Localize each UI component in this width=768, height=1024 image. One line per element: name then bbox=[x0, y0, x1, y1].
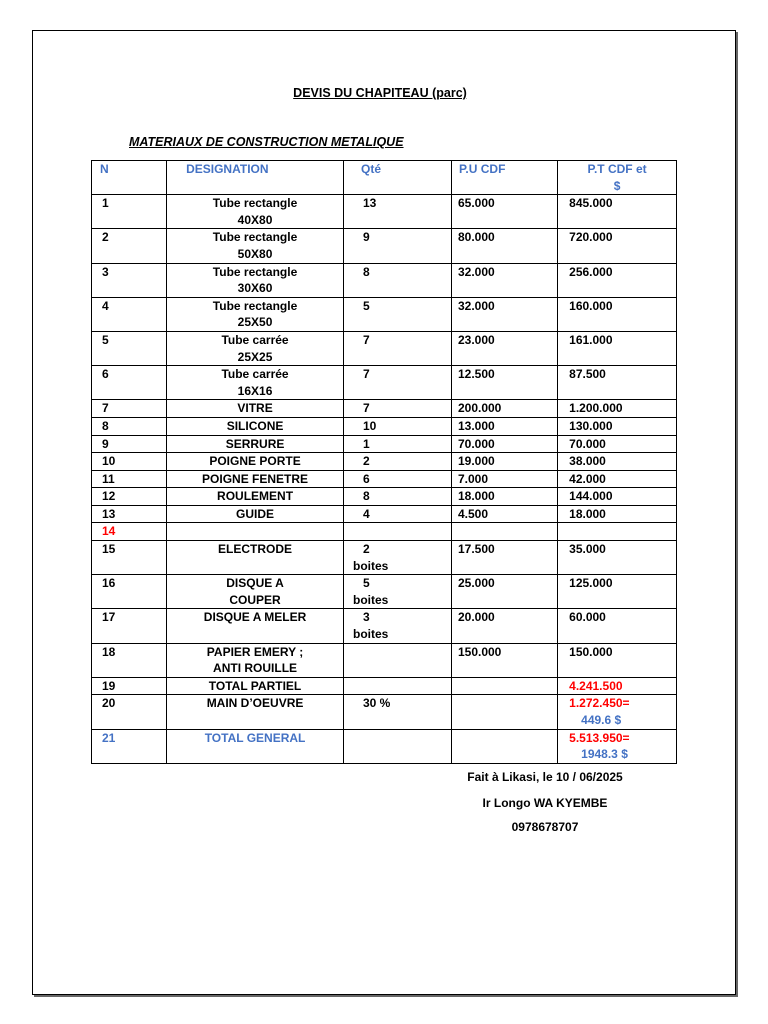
designation-line2: 25X25 bbox=[237, 349, 273, 364]
header-pt bbox=[558, 161, 677, 195]
cell-pu bbox=[451, 643, 557, 677]
header-n: N bbox=[92, 161, 167, 195]
cell-pt bbox=[558, 366, 677, 400]
unit-price: 32.000 bbox=[457, 264, 495, 279]
row-number: 7 bbox=[102, 401, 109, 416]
row-number: 4 bbox=[102, 298, 109, 313]
cell-pt bbox=[558, 488, 677, 506]
unit-price: 4.500 bbox=[457, 506, 488, 521]
table-row bbox=[92, 297, 677, 331]
table-row bbox=[92, 488, 677, 506]
cell-designation bbox=[167, 643, 344, 677]
total-price: 70.000 bbox=[569, 436, 606, 451]
cell-pu bbox=[451, 297, 557, 331]
row-number: 19 bbox=[102, 678, 116, 693]
cell-qte bbox=[343, 523, 451, 541]
section-title: MATERIAUX DE CONSTRUCTION METALIQUE bbox=[129, 135, 404, 149]
cell-n bbox=[92, 297, 167, 331]
cell-pt bbox=[558, 400, 677, 418]
cell-pt bbox=[558, 695, 677, 729]
quantity: 9 bbox=[362, 230, 370, 245]
unit-price: 7.000 bbox=[457, 471, 488, 486]
cell-pu bbox=[451, 575, 557, 609]
row-number: 2 bbox=[102, 230, 109, 245]
cell-pu bbox=[451, 729, 557, 763]
total-price: 38.000 bbox=[569, 454, 606, 469]
cell-qte bbox=[343, 417, 451, 435]
cell-designation bbox=[167, 195, 344, 229]
designation-line1: ROULEMENT bbox=[217, 489, 294, 504]
cell-n bbox=[92, 523, 167, 541]
total-price: 1.200.000 bbox=[569, 401, 623, 416]
quantity: 7 bbox=[362, 367, 370, 382]
cell-n bbox=[92, 331, 167, 365]
cell-pu bbox=[451, 695, 557, 729]
unit-price: 20.000 bbox=[457, 610, 495, 625]
table-row bbox=[92, 195, 677, 229]
designation-line1: Tube rectangle bbox=[212, 230, 298, 245]
designation-line1: Tube carrée bbox=[221, 367, 289, 382]
unit-price: 70.000 bbox=[457, 436, 495, 451]
total-price: 161.000 bbox=[569, 332, 613, 347]
cell-pt bbox=[558, 435, 677, 453]
cell-n bbox=[92, 470, 167, 488]
cell-qte bbox=[343, 609, 451, 643]
total-price: 35.000 bbox=[569, 542, 606, 557]
quantity-unit: boites bbox=[352, 627, 389, 642]
designation-line1: TOTAL GENERAL bbox=[204, 730, 306, 745]
cell-pu bbox=[451, 229, 557, 263]
quantity: 7 bbox=[362, 332, 370, 347]
total-price: 160.000 bbox=[569, 298, 613, 313]
cell-designation bbox=[167, 729, 344, 763]
table-row bbox=[92, 609, 677, 643]
designation-line1: DISQUE A bbox=[226, 576, 284, 591]
cell-pt bbox=[558, 677, 677, 695]
unit-price: 19.000 bbox=[457, 454, 495, 469]
cell-pt bbox=[558, 470, 677, 488]
cell-qte bbox=[343, 695, 451, 729]
unit-price: 25.000 bbox=[457, 576, 495, 591]
document-title: DEVIS DU CHAPITEAU (parc) bbox=[293, 86, 467, 100]
cell-designation bbox=[167, 331, 344, 365]
quantity: 30 % bbox=[362, 696, 391, 711]
table-row bbox=[92, 453, 677, 471]
designation-line1: VITRE bbox=[237, 401, 273, 416]
cell-pt bbox=[558, 331, 677, 365]
header-pu: P.U CDF bbox=[451, 161, 557, 195]
designation-line1: POIGNE FENETRE bbox=[202, 471, 309, 486]
cell-n bbox=[92, 609, 167, 643]
designation-line1: SERRURE bbox=[225, 436, 285, 451]
quantity: 6 bbox=[362, 471, 370, 486]
total-price: 150.000 bbox=[569, 644, 613, 659]
total-price: 4.241.500 bbox=[569, 678, 623, 693]
designation-line1: SILICONE bbox=[226, 418, 284, 433]
designation-line1: PAPIER EMERY ; bbox=[206, 644, 304, 659]
cell-designation bbox=[167, 677, 344, 695]
table-row bbox=[92, 729, 677, 763]
quantity-unit: boites bbox=[352, 558, 389, 573]
cell-pt bbox=[558, 453, 677, 471]
row-number: 16 bbox=[102, 576, 116, 591]
total-price: 1.272.450= bbox=[569, 696, 630, 711]
row-number: 6 bbox=[102, 367, 109, 382]
cell-pu bbox=[451, 609, 557, 643]
designation-line1: Tube rectangle bbox=[212, 196, 298, 211]
cell-designation bbox=[167, 505, 344, 523]
designation-line1: ELECTRODE bbox=[218, 542, 293, 557]
header-pt-line1: P.T CDF et bbox=[587, 162, 647, 176]
cell-designation bbox=[167, 523, 344, 541]
cell-qte bbox=[343, 297, 451, 331]
quantity: 10 bbox=[362, 418, 377, 433]
signatory-name: Ir Longo WA KYEMBE bbox=[482, 796, 608, 810]
designation-line1: Tube rectangle bbox=[212, 298, 298, 313]
cell-pt bbox=[558, 541, 677, 575]
designation-line2: 30X60 bbox=[237, 281, 273, 296]
unit-price: 12.500 bbox=[457, 367, 495, 382]
unit-price: 17.500 bbox=[457, 542, 495, 557]
row-number: 3 bbox=[102, 264, 109, 279]
designation-line1: POIGNE PORTE bbox=[209, 454, 301, 469]
table-row bbox=[92, 435, 677, 453]
row-number: 11 bbox=[102, 471, 115, 486]
quantity: 4 bbox=[362, 506, 370, 521]
cell-designation bbox=[167, 453, 344, 471]
designation-line1: TOTAL PARTIEL bbox=[208, 678, 302, 693]
cell-pu bbox=[451, 470, 557, 488]
table-row bbox=[92, 229, 677, 263]
cell-pu bbox=[451, 195, 557, 229]
cell-qte bbox=[343, 470, 451, 488]
row-number: 14 bbox=[102, 524, 116, 539]
quantity: 3 bbox=[362, 610, 370, 625]
table-row bbox=[92, 470, 677, 488]
cell-pt bbox=[558, 505, 677, 523]
designation-line1: MAIN D’OEUVRE bbox=[206, 696, 304, 711]
designation-line1: Tube rectangle bbox=[212, 264, 298, 279]
cell-qte bbox=[343, 435, 451, 453]
cell-qte bbox=[343, 263, 451, 297]
total-price-usd: 449.6 $ bbox=[581, 713, 622, 727]
unit-price: 65.000 bbox=[457, 196, 495, 211]
row-number: 15 bbox=[102, 542, 116, 557]
cell-qte bbox=[343, 729, 451, 763]
cell-n bbox=[92, 505, 167, 523]
cell-pu bbox=[451, 488, 557, 506]
cell-designation bbox=[167, 417, 344, 435]
table-row bbox=[92, 677, 677, 695]
table-row bbox=[92, 695, 677, 729]
unit-price: 32.000 bbox=[457, 298, 495, 313]
designation-line2: 25X50 bbox=[237, 315, 273, 330]
quantity: 7 bbox=[362, 401, 370, 416]
table-row bbox=[92, 400, 677, 418]
total-price: 42.000 bbox=[569, 471, 606, 486]
cell-pt bbox=[558, 195, 677, 229]
cell-pu bbox=[451, 400, 557, 418]
cell-pt bbox=[558, 229, 677, 263]
row-number: 12 bbox=[102, 489, 116, 504]
cell-pt bbox=[558, 729, 677, 763]
table-row bbox=[92, 541, 677, 575]
total-price: 18.000 bbox=[569, 506, 606, 521]
total-price: 60.000 bbox=[569, 610, 606, 625]
quantity: 5 bbox=[362, 298, 370, 313]
cell-pu bbox=[451, 523, 557, 541]
cell-designation bbox=[167, 470, 344, 488]
total-price: 130.000 bbox=[569, 418, 613, 433]
cell-pt bbox=[558, 609, 677, 643]
row-number: 5 bbox=[102, 332, 109, 347]
cell-n bbox=[92, 435, 167, 453]
designation-line2: 50X80 bbox=[237, 246, 273, 261]
cell-pu bbox=[451, 677, 557, 695]
table-header-row bbox=[92, 161, 677, 195]
phone-number: 0978678707 bbox=[511, 820, 579, 834]
cell-n bbox=[92, 229, 167, 263]
cell-pu bbox=[451, 435, 557, 453]
cell-pu bbox=[451, 331, 557, 365]
row-number: 8 bbox=[102, 418, 109, 433]
cell-n bbox=[92, 695, 167, 729]
row-number: 1 bbox=[102, 196, 109, 211]
cell-qte bbox=[343, 488, 451, 506]
cell-n bbox=[92, 453, 167, 471]
quantity: 1 bbox=[362, 436, 370, 451]
cell-qte bbox=[343, 677, 451, 695]
designation-line1: GUIDE bbox=[236, 506, 275, 521]
designation-line2: 40X80 bbox=[237, 212, 273, 227]
row-number: 18 bbox=[102, 644, 116, 659]
place-date: Fait à Likasi, le 10 / 06/2025 bbox=[467, 770, 623, 784]
total-price: 125.000 bbox=[569, 576, 613, 591]
quantity: 13 bbox=[362, 196, 377, 211]
designation-line2: COUPER bbox=[229, 592, 281, 607]
cell-qte bbox=[343, 195, 451, 229]
cell-qte bbox=[343, 541, 451, 575]
table-row bbox=[92, 331, 677, 365]
total-price: 845.000 bbox=[569, 196, 613, 211]
cell-designation bbox=[167, 488, 344, 506]
cell-pt bbox=[558, 263, 677, 297]
total-price: 720.000 bbox=[569, 230, 613, 245]
row-number: 21 bbox=[102, 730, 116, 745]
cell-designation bbox=[167, 541, 344, 575]
quantity: 5 bbox=[362, 576, 370, 591]
table-row bbox=[92, 505, 677, 523]
total-price: 144.000 bbox=[569, 489, 613, 504]
row-number: 20 bbox=[102, 696, 116, 711]
unit-price: 23.000 bbox=[457, 332, 495, 347]
total-price-usd: 1948.3 $ bbox=[581, 747, 628, 762]
cell-qte bbox=[343, 366, 451, 400]
cell-designation bbox=[167, 297, 344, 331]
cell-designation bbox=[167, 400, 344, 418]
unit-price: 18.000 bbox=[457, 489, 495, 504]
cell-pu bbox=[451, 453, 557, 471]
designation-line2: ANTI ROUILLE bbox=[213, 661, 298, 676]
cell-qte bbox=[343, 643, 451, 677]
unit-price: 80.000 bbox=[457, 230, 495, 245]
cell-qte bbox=[343, 505, 451, 523]
cell-n bbox=[92, 366, 167, 400]
cell-qte bbox=[343, 400, 451, 418]
header-pt-line2: $ bbox=[613, 178, 621, 193]
designation-line2: 16X16 bbox=[237, 383, 273, 398]
total-price: 87.500 bbox=[569, 367, 606, 382]
cell-pu bbox=[451, 366, 557, 400]
cell-n bbox=[92, 643, 167, 677]
cell-n bbox=[92, 400, 167, 418]
cell-qte bbox=[343, 453, 451, 471]
designation-line1: DISQUE A MELER bbox=[203, 610, 307, 625]
unit-price: 150.000 bbox=[457, 644, 502, 659]
cell-n bbox=[92, 417, 167, 435]
cell-designation bbox=[167, 609, 344, 643]
cell-n bbox=[92, 263, 167, 297]
cell-pu bbox=[451, 417, 557, 435]
table-row bbox=[92, 263, 677, 297]
cell-designation bbox=[167, 435, 344, 453]
cell-n bbox=[92, 195, 167, 229]
table-row bbox=[92, 417, 677, 435]
cell-n bbox=[92, 677, 167, 695]
cell-designation bbox=[167, 229, 344, 263]
table-row bbox=[92, 523, 677, 541]
cell-qte bbox=[343, 331, 451, 365]
cell-pu bbox=[451, 541, 557, 575]
cell-qte bbox=[343, 575, 451, 609]
unit-price: 13.000 bbox=[457, 418, 495, 433]
cell-pt bbox=[558, 417, 677, 435]
cell-n bbox=[92, 488, 167, 506]
row-number: 17 bbox=[102, 610, 116, 625]
cell-pt bbox=[558, 523, 677, 541]
quote-table bbox=[91, 160, 677, 764]
cell-qte bbox=[343, 229, 451, 263]
quantity: 8 bbox=[362, 489, 370, 504]
cell-designation bbox=[167, 263, 344, 297]
cell-pt bbox=[558, 643, 677, 677]
quantity-unit: boites bbox=[352, 592, 389, 607]
designation-line1: Tube carrée bbox=[221, 332, 289, 347]
quantity: 8 bbox=[362, 264, 370, 279]
quantity: 2 bbox=[362, 542, 370, 557]
cell-n bbox=[92, 729, 167, 763]
cell-pt bbox=[558, 575, 677, 609]
cell-n bbox=[92, 575, 167, 609]
header-qte: Qté bbox=[343, 161, 451, 195]
table-row bbox=[92, 643, 677, 677]
row-number: 13 bbox=[102, 506, 116, 521]
cell-designation bbox=[167, 575, 344, 609]
table-row bbox=[92, 366, 677, 400]
header-designation: DESIGNATION bbox=[167, 161, 344, 195]
total-price: 256.000 bbox=[569, 264, 613, 279]
cell-designation bbox=[167, 366, 344, 400]
cell-n bbox=[92, 541, 167, 575]
cell-pu bbox=[451, 505, 557, 523]
row-number: 9 bbox=[102, 436, 109, 451]
quantity: 2 bbox=[362, 454, 370, 469]
unit-price: 200.000 bbox=[457, 401, 502, 416]
row-number: 10 bbox=[102, 454, 116, 469]
cell-pt bbox=[558, 297, 677, 331]
cell-pu bbox=[451, 263, 557, 297]
table-row bbox=[92, 575, 677, 609]
cell-designation bbox=[167, 695, 344, 729]
total-price: 5.513.950= bbox=[569, 730, 630, 745]
